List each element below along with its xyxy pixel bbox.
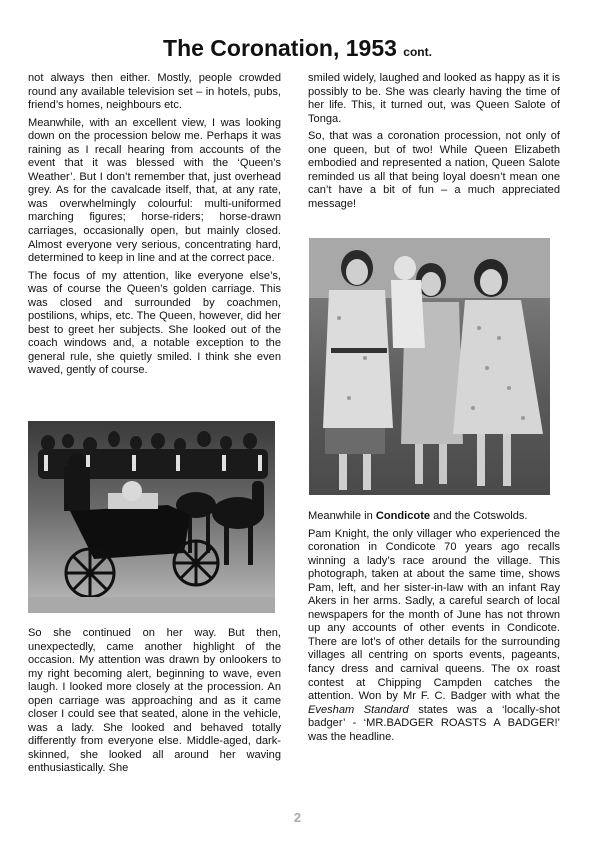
page-number: 2 (293, 810, 302, 825)
title-text: The Coronation, 1953 (163, 35, 397, 61)
paragraph: not always then either. Mostly, people crowded round any available television set – in hotels, pubs, friend’s homes, neighbours etc. (28, 72, 281, 112)
left-column-top (28, 72, 281, 382)
paragraph: So, that was a coronation procession, not only of one queen, but of two! While Queen Elizabeth embodied and represented a nation, Queen Salote reminded us all that being loyal doesn’t mean one can’t have a bit of fun – a much appreciated message! (308, 130, 560, 210)
place-name-condicote: Condicote (375, 510, 431, 522)
subheading: Meanwhile in Condicote and the Cotswolds. (308, 510, 528, 522)
paragraph: smiled widely, laughed and looked as happy as it is possibly to be. She was clearly having the time of her life. This, it turned out, was Queen Salote of Tonga. (308, 72, 560, 125)
left-column-bottom (28, 627, 281, 780)
page-title (0, 34, 595, 66)
paragraph: Pam Knight, the only villager who experienced the coronation in Condicote 70 years ago recalls winning a lady’s race around the village. This photograph, taken at about the same time, shows Pam, left, and her sister-in-law with an infant Ray Akers in her arms. Sadly, a careful search of local newspapers for the month of June has not thrown up any accounts of other events in Condicote. There are lot’s of other details for the surrounding villages all centring on sports events, pageants, fancy dress and carnival queens. The ox roast contest at Chipping Campden catches the attention. Won by Mr F. C. Badger with what the Evesham Standard states was a ‘locally-shot badger’ - ‘MR.BADGER ROASTS A BADGER!’ was the headline. (308, 527, 561, 743)
right-column-top (308, 72, 560, 215)
right-column-bottom (308, 510, 560, 748)
coronation-carriage-photo (28, 421, 275, 613)
condicote-women-photo (309, 238, 550, 495)
paragraph: Meanwhile, with an excellent view, I was looking down on the procession below me. Perhaps it was raining as I recall hearing from accounts of the event that it was blessed with the ‘Queen’s Weather’. But I don’t remember that, just overhead grey. As for the cavalcade itself, that, at any rate, was overwhelmingly colourful: multi-uniformed marching figures; horse-riders; horse-drawn carriages, occasionally open, but mainly closed. Almost everyone very serious, concentrating hard, determined to keep in line and at the correct pace. (28, 116, 281, 265)
paragraph: The focus of my attention, like everyone else’s, was of course the Queen’s golden carriage. This was closed and surrounded by coachmen, postilions, whips, etc. The Queen, however, did her best to greet her subjects. She looked out of the coach windows and, a notable exception to the general rule, she quietly smiled. I think she even waved, gently of course. (28, 269, 281, 377)
title-suffix: cont. (403, 45, 432, 59)
paragraph: So she continued on her way. But then, unexpectedly, came another highlight of the occasion. My attention was drawn by onlookers to my right becoming alert, beginning to wave, even laugh. I looked more closely at the procession. An open carriage was approaching and as it came closer I could see that seated, alone in the vehicle, was a lady. She looked and behaved totally differently from everyone else. Middle-aged, dark-skinned, she looked all around her waving enthusiastically. She (28, 627, 281, 775)
newspaper-title: Evesham Standard (308, 703, 409, 716)
